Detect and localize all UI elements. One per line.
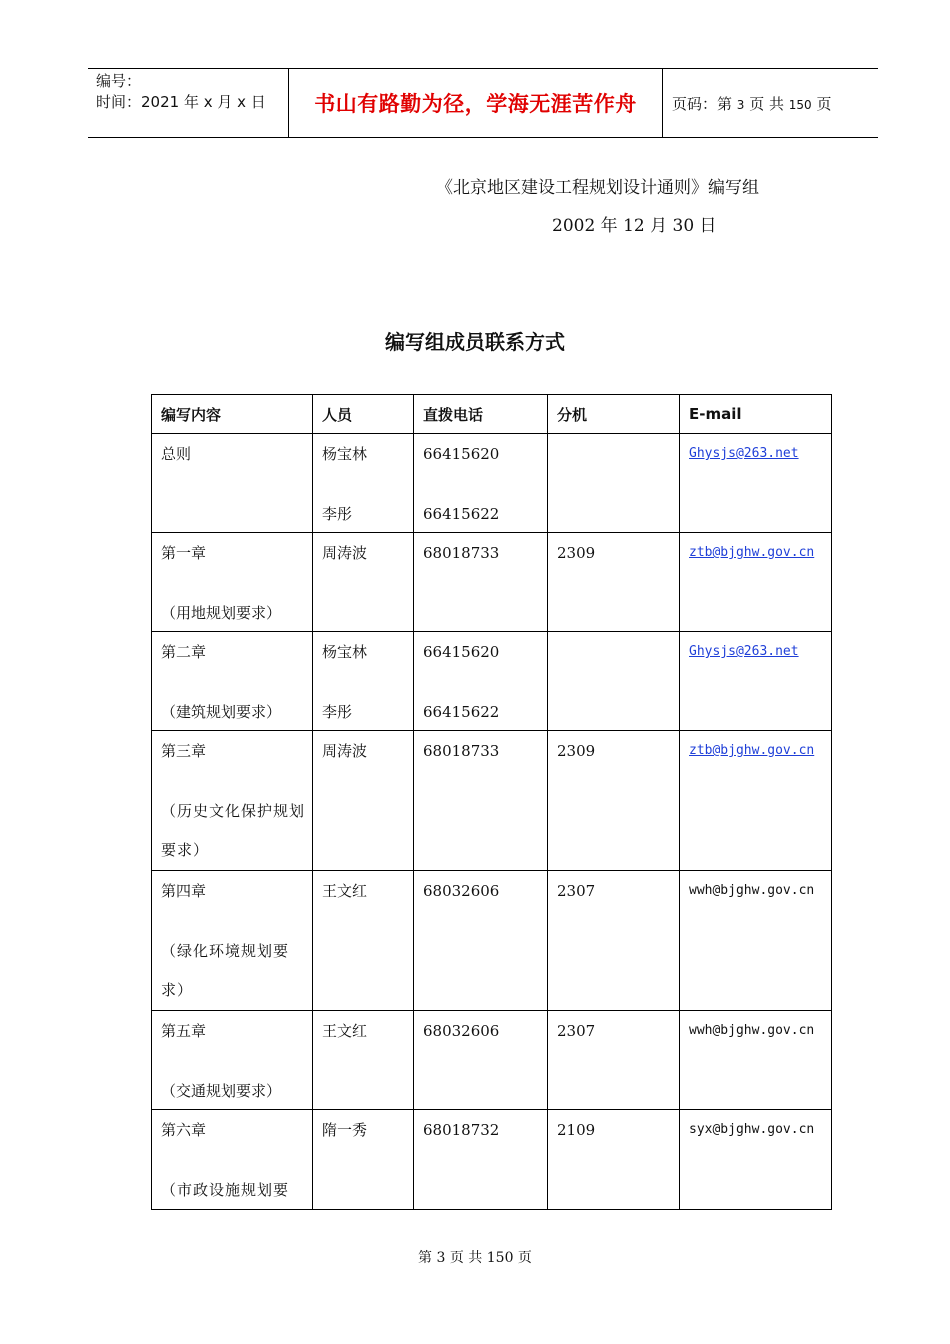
table-row [152, 632, 832, 731]
row-phone: 68018733 [423, 544, 500, 562]
row-content-sub: （用地规划要求） [161, 604, 282, 622]
row-phone: 66415620 [423, 445, 500, 463]
email-link[interactable]: ztb@bjghw.gov.cn [689, 545, 815, 560]
col-header-email: E-mail [680, 395, 832, 434]
row-phone: 66415622 [423, 703, 500, 721]
row-ext: 2309 [557, 544, 596, 562]
header-motto: 书山有路勤为径，学海无涯苦作舟 [314, 92, 637, 116]
row-person: 王文红 [322, 882, 368, 900]
row-content: 第二章 [161, 643, 207, 661]
row-content-sub: （交通规划要求） [161, 1082, 282, 1100]
page-header [88, 68, 878, 138]
col-header-people: 人员 [313, 395, 414, 434]
table-row [152, 434, 832, 533]
row-person: 李彤 [322, 505, 353, 523]
org-line: 《北京地区建设工程规划设计通则》编写组 [436, 178, 759, 198]
row-person: 杨宝林 [322, 445, 368, 463]
email-text: wwh@bjghw.gov.cn [689, 1023, 815, 1038]
row-person: 周涛波 [322, 544, 368, 562]
email-text: syx@bjghw.gov.cn [689, 1122, 815, 1137]
row-person: 杨宝林 [322, 643, 368, 661]
row-content-sub: （建筑规划要求） [161, 703, 282, 721]
row-person: 隋一秀 [322, 1121, 368, 1139]
col-header-phone: 直拨电话 [414, 395, 548, 434]
row-content: 总则 [161, 445, 192, 463]
row-person: 王文红 [322, 1022, 368, 1040]
row-content: 第五章 [161, 1022, 207, 1040]
page-total: 150 [788, 98, 812, 112]
table-row [152, 533, 832, 632]
row-content: 第一章 [161, 544, 207, 562]
row-content-sub: （历史文化保护规划要求） [161, 802, 306, 859]
email-link[interactable]: Ghysjs@263.net [689, 446, 799, 461]
page-footer: 第 3 页 共 150 页 [418, 1250, 532, 1266]
row-ext: 2307 [557, 1022, 596, 1040]
date-line: 2002 年 12 月 30 日 [552, 216, 717, 236]
header-meta [96, 71, 266, 113]
contacts-table [151, 394, 832, 1210]
number-label: 编号： [96, 72, 142, 90]
row-ext: 2309 [557, 742, 596, 760]
row-ext: 2109 [557, 1121, 596, 1139]
table-row [152, 1011, 832, 1110]
col-header-content: 编写内容 [152, 395, 313, 434]
row-phone: 68032606 [423, 1022, 500, 1040]
row-phone: 66415622 [423, 505, 500, 523]
row-ext [557, 632, 679, 642]
row-content: 第四章 [161, 882, 207, 900]
header-divider [662, 69, 663, 137]
row-ext [557, 434, 679, 444]
page-mid: 页 共 [749, 95, 784, 113]
page-prefix: 页码：第 [672, 95, 733, 113]
row-content: 第三章 [161, 742, 207, 760]
table-header-row [152, 395, 832, 434]
email-text: wwh@bjghw.gov.cn [689, 883, 815, 898]
page-current: 3 [736, 98, 745, 112]
row-person: 周涛波 [322, 742, 368, 760]
row-content-sub: （绿化环境规划要求） [161, 942, 290, 999]
row-person: 李彤 [322, 703, 353, 721]
row-content: 第六章 [161, 1121, 207, 1139]
page-suffix: 页 [816, 95, 832, 113]
col-header-ext: 分机 [548, 395, 680, 434]
row-phone: 68018733 [423, 742, 500, 760]
header-page-info [672, 93, 831, 114]
row-phone: 68032606 [423, 882, 500, 900]
table-row [152, 731, 832, 871]
table-row [152, 1110, 832, 1210]
row-phone: 66415620 [423, 643, 500, 661]
time-label: 时间：2021 年 x 月 x 日 [96, 93, 266, 111]
row-ext: 2307 [557, 882, 596, 900]
email-link[interactable]: Ghysjs@263.net [689, 644, 799, 659]
page-title: 编写组成员联系方式 [385, 330, 565, 354]
row-phone: 68018732 [423, 1121, 500, 1139]
row-content-sub: （市政设施规划要 [161, 1181, 290, 1199]
table-row [152, 871, 832, 1011]
email-link[interactable]: ztb@bjghw.gov.cn [689, 743, 815, 758]
